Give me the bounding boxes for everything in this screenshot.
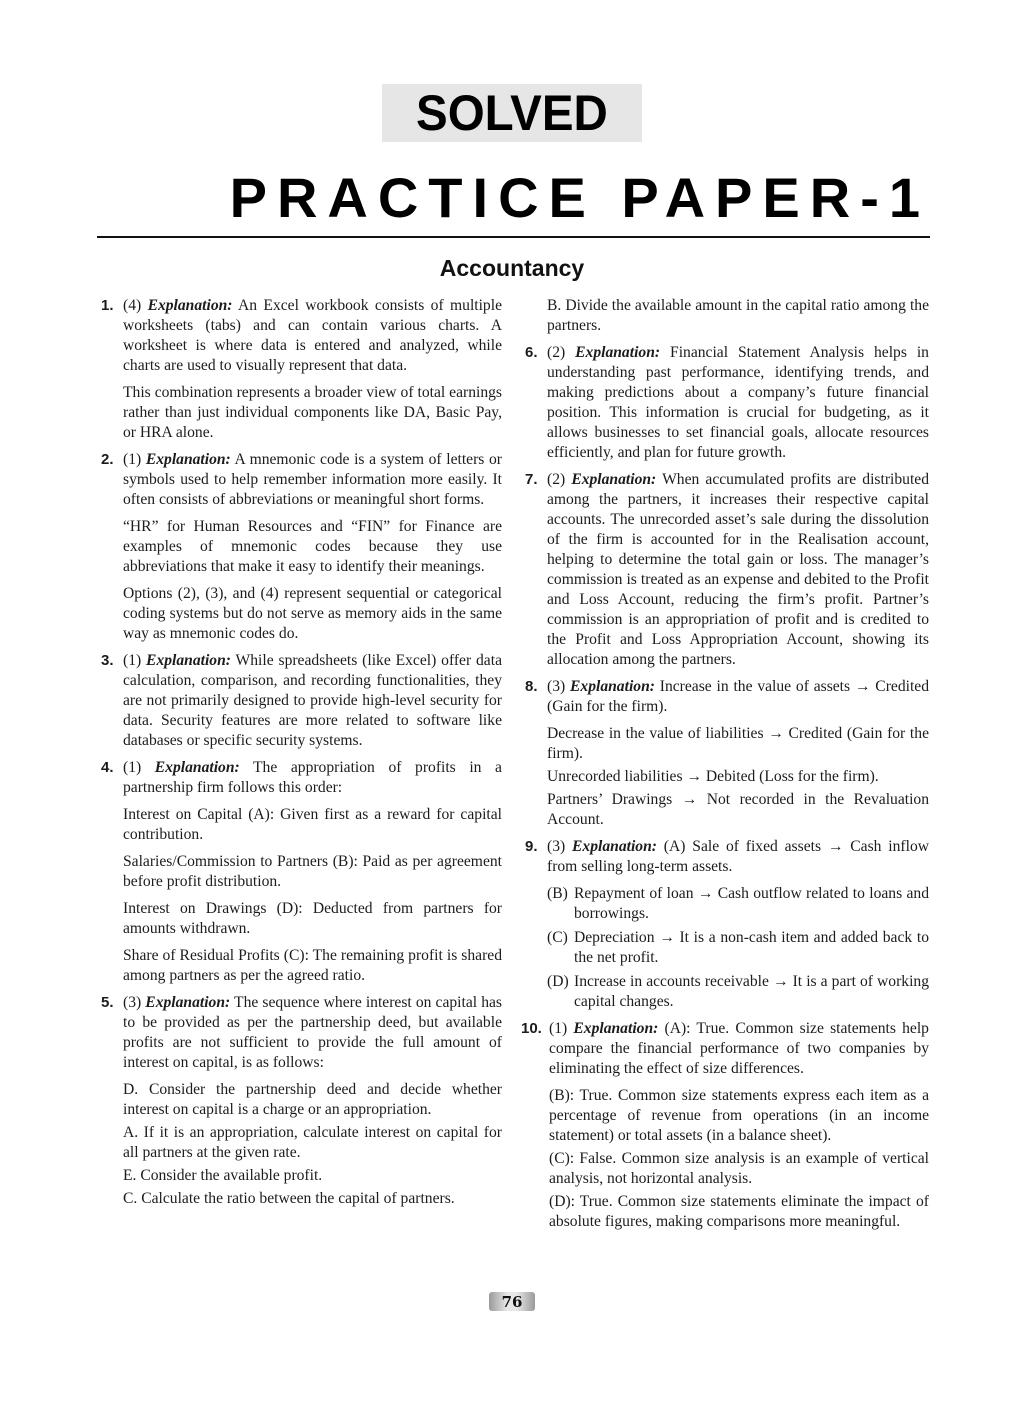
question-number: 1. xyxy=(101,297,114,314)
page-number: 76 xyxy=(489,1292,535,1311)
answer-3 xyxy=(101,651,502,751)
sequence-step: C. Calculate the ratio between the capital of partners. xyxy=(123,1190,455,1207)
explanation-label: Explanation: xyxy=(145,451,231,468)
explanation-paragraph: Options (2), (3), and (4) represent sequential or categorical coding systems but do not serve as memory aids in the same way as mnemonic codes do. xyxy=(123,585,502,642)
right-column xyxy=(521,296,930,1239)
explanation-text: The sequence where interest on capital has to be provided as per the partnership deed, but available profits are not sufficient to provide the full amount of interest on capital, is as follows: xyxy=(123,994,502,1071)
answer-7 xyxy=(525,470,929,670)
explanation-label: Explanation: xyxy=(147,297,233,314)
explanation-text: (A) Sale of fixed assets → Cash inflow from selling long-term assets. xyxy=(547,838,929,875)
explanation-text: The appropriation of profits in a partnership firm follows this order: xyxy=(123,759,502,796)
explanation-paragraph: Partners’ Drawings → Not recorded in the Revaluation Account. xyxy=(547,791,929,828)
question-number: 5. xyxy=(101,994,114,1011)
sub-item xyxy=(547,928,929,968)
explanation-paragraph: (B): True. Common size statements express each item as a percentage of revenue from operations (in an income statement) or total assets (in a balance sheet). xyxy=(549,1087,929,1144)
question-number: 4. xyxy=(101,759,114,776)
explanation-label: Explanation: xyxy=(145,994,231,1011)
left-column xyxy=(101,296,502,1216)
answer-2 xyxy=(101,450,502,644)
answer-1 xyxy=(101,296,502,443)
explanation-paragraph: Interest on Capital (A): Given first as a reward for capital contribution. xyxy=(123,806,502,843)
answer-option: (4) xyxy=(123,297,142,314)
explanation-paragraph: This combination represents a broader view of total earnings rather than just individual components like DA, Basic Pay, or HRA alone. xyxy=(123,384,502,441)
explanation-paragraph: (C): False. Common size analysis is an example of vertical analysis, not horizontal analysis. xyxy=(549,1150,929,1187)
explanation-paragraph: Unrecorded liabilities → Debited (Loss for the firm). xyxy=(547,768,879,785)
answer-option: (1) xyxy=(123,652,142,669)
sub-item-label: (B) xyxy=(547,885,568,902)
explanation-text: (A): True. Common size statements help compare the financial performance of two companies by eliminating the effect of size differences. xyxy=(549,1020,929,1077)
sequence-step: A. If it is an appropriation, calculate interest on capital for all partners at the given rate. xyxy=(123,1124,502,1161)
sub-item-text: Increase in accounts receivable → It is a part of working capital changes. xyxy=(574,973,929,1010)
explanation-label: Explanation: xyxy=(570,678,655,695)
answer-option: (2) xyxy=(547,344,566,361)
solved-banner xyxy=(382,84,642,142)
sub-item xyxy=(547,884,929,924)
explanation-paragraph: Decrease in the value of liabilities → Credited (Gain for the firm). xyxy=(547,725,929,762)
sub-item-label: (D) xyxy=(547,973,569,990)
page-title: PRACTICE PAPER-1 xyxy=(229,166,930,229)
explanation-label: Explanation: xyxy=(573,1020,659,1037)
question-number: 10. xyxy=(521,1020,542,1037)
explanation-text: Financial Statement Analysis helps in understanding past performance, identifying trends, and making predictions about a company’s future financial position. This information is crucial for budgeting, as it allows businesses to set financial goals, allocate resources efficiently, and plan for future growth. xyxy=(547,344,929,461)
answer-option: (1) xyxy=(549,1020,568,1037)
explanation-label: Explanation: xyxy=(575,344,661,361)
explanation-paragraph: Share of Residual Profits (C): The remaining profit is shared among partners as per the agreed ratio. xyxy=(123,947,502,984)
question-number: 8. xyxy=(525,678,538,695)
explanation-paragraph: Salaries/Commission to Partners (B): Paid as per agreement before profit distribution. xyxy=(123,853,502,890)
answer-option: (3) xyxy=(123,994,142,1011)
answer-option: (1) xyxy=(123,451,142,468)
explanation-text: Increase in the value of assets → Credited (Gain for the firm). xyxy=(547,678,930,715)
answer-4 xyxy=(101,758,502,986)
answer-option: (2) xyxy=(547,471,566,488)
explanation-label: Explanation: xyxy=(146,652,231,669)
explanation-label: Explanation: xyxy=(154,759,240,776)
sub-item-text: Repayment of loan → Cash outflow related to loans and borrowings. xyxy=(574,885,929,922)
answer-6 xyxy=(525,343,929,463)
answer-option: (3) xyxy=(547,838,566,855)
sub-item-label: (C) xyxy=(547,929,568,946)
explanation-text: When accumulated profits are distributed among the partners, it increases their respective capital accounts. The unrecorded asset’s sale during the dissolution of the firm is accounted for in the Realisation account, helping to determine the total gain or loss. The manager’s commission is treated as an expense and debited to the Profit and Loss Account, reducing the firm’s profit. Partner’s commission is an appropriation of profit and is credited to the Profit and Loss Appropriation Account, showing its allocation among the partners. xyxy=(547,471,929,668)
answer-5 xyxy=(101,993,502,1209)
question-number: 7. xyxy=(525,471,538,488)
answer-option: (1) xyxy=(123,759,142,776)
explanation-text: An Excel workbook consists of multiple worksheets (tabs) and can contain various charts. A worksheet is where data is entered and analyzed, while charts are used to visually represent that data. xyxy=(123,297,502,374)
explanation-label: Explanation: xyxy=(572,838,657,855)
sub-item-text: Depreciation → It is a non-cash item and added back to the net profit. xyxy=(574,929,929,966)
explanation-paragraph: Interest on Drawings (D): Deducted from partners for amounts withdrawn. xyxy=(123,900,502,937)
answer-8 xyxy=(525,677,929,830)
title-divider xyxy=(97,236,930,238)
answer-9 xyxy=(525,837,929,1012)
sequence-step-continued: B. Divide the available amount in the capital ratio among the partners. xyxy=(547,297,929,334)
question-number: 6. xyxy=(525,344,538,361)
explanation-paragraph: “HR” for Human Resources and “FIN” for Finance are examples of mnemonic codes because they use abbreviations that make it easy to identify their meanings. xyxy=(123,518,502,575)
question-number: 9. xyxy=(525,838,538,855)
explanation-text: A mnemonic code is a system of letters or symbols used to help remember information more easily. It often consists of abbreviations or meaningful short forms. xyxy=(123,451,502,508)
explanation-paragraph: (D): True. Common size statements eliminate the impact of absolute figures, making comparisons more meaningful. xyxy=(549,1193,929,1230)
question-number: 2. xyxy=(101,451,114,468)
sub-item xyxy=(547,972,929,1012)
sequence-step: E. Consider the available profit. xyxy=(123,1167,323,1184)
subject-heading: Accountancy xyxy=(439,255,585,281)
explanation-text: While spreadsheets (like Excel) offer data calculation, comparison, and recording functionalities, they are not primarily designed to provide high-level security for data. Security features are more related to software like databases or specific security systems. xyxy=(123,652,502,749)
solved-label: SOLVED xyxy=(416,85,608,141)
answer-option: (3) xyxy=(547,678,566,695)
sequence-step: D. Consider the partnership deed and decide whether interest on capital is a charge or an appropriation. xyxy=(123,1081,502,1118)
answer-10 xyxy=(521,1019,929,1232)
question-number: 3. xyxy=(101,652,114,669)
explanation-label: Explanation: xyxy=(571,471,657,488)
